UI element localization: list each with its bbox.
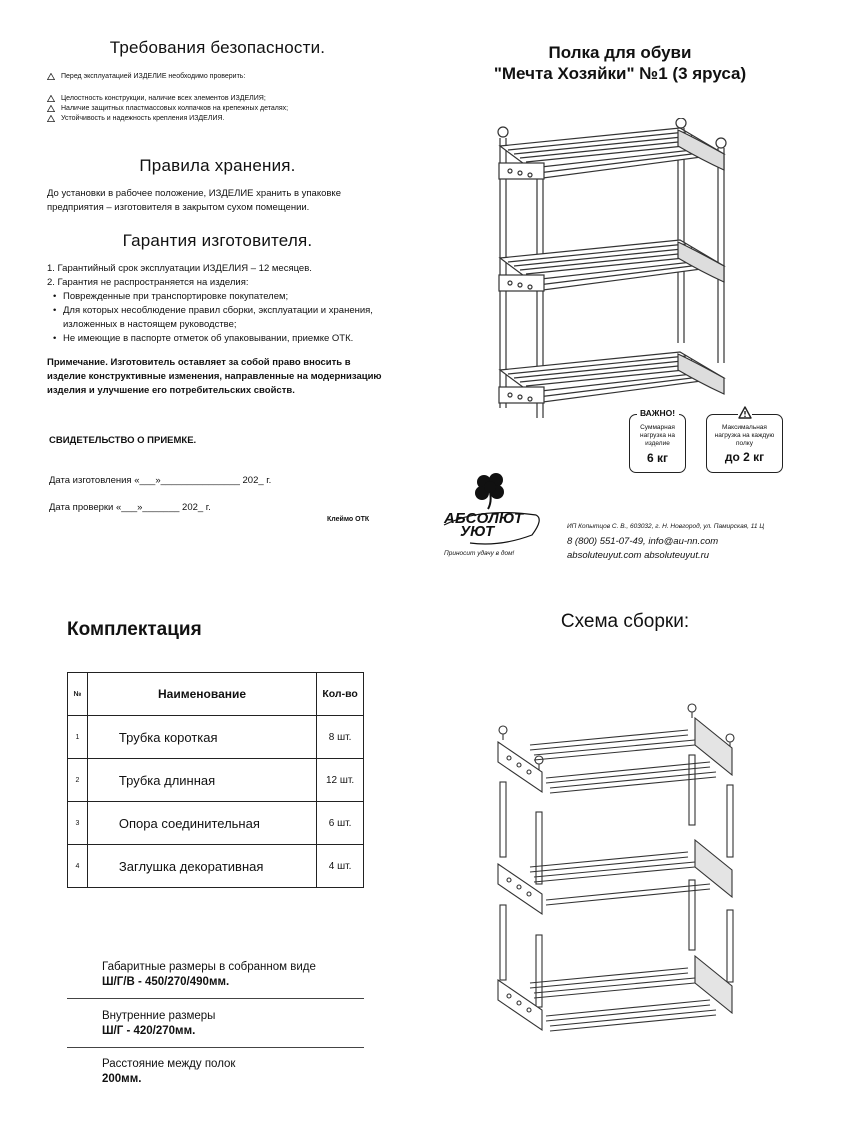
safety-item <box>47 104 377 114</box>
warranty-bullet: • Поврежденные при транспортировке покупателем; <box>53 290 382 304</box>
shelf-spacing <box>102 1057 235 1087</box>
product-title-line1: Полка для обуви <box>548 43 692 62</box>
max-load-box <box>706 414 783 473</box>
logo-swoosh-icon <box>440 505 545 545</box>
inner-dimensions-label: Внутренние размеры <box>102 1010 216 1022</box>
table-row <box>68 802 364 845</box>
clover-logo-icon <box>470 470 512 510</box>
manufacture-date: Дата изготовления «___»_______________ 202_ г. <box>49 475 272 486</box>
brand-address: ИП Копытцов С. В., 603032, г. Н. Новгород, ул. Памирская, 11 Ц <box>567 523 765 530</box>
kit-header-number: № <box>68 673 88 716</box>
table-row <box>68 759 364 802</box>
safety-intro-row <box>47 72 377 82</box>
warranty-bullet: • Для которых несоблюдение правил сборки, эксплуатации и хранения, изложенных в настоящем руководстве; <box>53 304 382 332</box>
overall-dimensions-value: Ш/Г/В - 450/270/490мм. <box>102 976 230 988</box>
safety-block <box>47 72 377 124</box>
kit-row-name: Заглушка декоративная <box>87 845 316 888</box>
safety-intro: Перед эксплуатацией ИЗДЕЛИЕ необходимо проверить: <box>61 73 246 80</box>
brand-slogan: Приносит удачу в дом! <box>444 550 515 557</box>
warranty-bullet: • Не имеющие в паспорте отметок об упаковывании, приемке ОТК. <box>53 332 382 346</box>
kit-row-number: 3 <box>68 802 88 845</box>
kit-table <box>67 672 364 888</box>
inner-dimensions-value: Ш/Г - 420/270мм. <box>102 1025 196 1037</box>
warning-triangle-icon <box>47 95 55 102</box>
kit-row-qty: 4 шт. <box>317 845 364 888</box>
certificate-title: СВИДЕТЕЛЬСТВО О ПРИЕМКЕ. <box>49 435 197 446</box>
safety-item-text: Устойчивость и надежность крепления ИЗДЕЛИЯ. <box>61 115 225 122</box>
warning-triangle-icon <box>738 406 752 419</box>
warning-triangle-icon <box>47 115 55 122</box>
total-load-text: Суммарная нагрузка на изделие <box>640 424 675 447</box>
kit-row-qty: 6 шт. <box>317 802 364 845</box>
warranty-note: Примечание. Изготовитель оставляет за собой право вносить в изделие конструктивные изменения, направленные на модернизацию изделия и улучшение его потребительских свойств. <box>47 357 382 396</box>
table-row <box>68 845 364 888</box>
storage-text: До установки в рабочее положение, ИЗДЕЛИЕ хранить в упаковке предприятия – изготовителя в закрытом сухом помещении. <box>47 188 341 213</box>
assembled-shelf-illustration <box>490 118 735 418</box>
important-label: ВАЖНО! <box>637 408 679 418</box>
max-load-value: до 2 кг <box>724 450 765 464</box>
kit-row-name: Трубка короткая <box>87 716 316 759</box>
warning-triangle-icon <box>47 73 55 80</box>
total-load-value: 6 кг <box>646 451 668 465</box>
shelf-spacing-value: 200мм. <box>102 1073 142 1085</box>
total-load-box <box>629 408 686 473</box>
kit-title: Комплектация <box>67 619 202 640</box>
brand-name-line2: УЮТ <box>460 523 495 540</box>
safety-item <box>47 114 377 124</box>
kit-row-number: 1 <box>68 716 88 759</box>
kit-table-header <box>68 673 364 716</box>
check-date: Дата проверки «___»_______ 202_ г. <box>49 502 211 513</box>
product-title <box>440 42 800 84</box>
kit-header-name: Наименование <box>87 673 316 716</box>
kit-row-qty: 12 шт. <box>317 759 364 802</box>
shelf-spacing-label: Расстояние между полок <box>102 1058 236 1070</box>
kit-row-number: 2 <box>68 759 88 802</box>
safety-item-text: Целостность конструкции, наличие всех элементов ИЗДЕЛИЯ; <box>61 95 266 102</box>
warranty-title: Гарантия изготовителя. <box>122 231 313 250</box>
otk-stamp-label: Клеймо ОТК <box>327 516 370 523</box>
warranty-bullets <box>53 290 382 346</box>
kit-header-qty: Кол-во <box>317 673 364 716</box>
kit-row-name: Трубка длинная <box>87 759 316 802</box>
brand-sites: absoluteuyut.com absoluteuyut.ru <box>567 550 710 561</box>
divider <box>67 998 364 999</box>
kit-row-name: Опора соединительная <box>87 802 316 845</box>
overall-dimensions <box>102 960 316 990</box>
brand-contacts: 8 (800) 551-07-49, info@au-nn.com <box>567 536 719 547</box>
assembly-title: Схема сборки: <box>560 611 690 632</box>
brand-name-line1: АБСОЛЮТ <box>444 510 524 527</box>
inner-dimensions <box>102 1009 215 1039</box>
assembly-diagram-illustration <box>490 700 740 1110</box>
safety-item-text: Наличие защитных пластмассовых колпачков на крепежных деталях; <box>61 105 289 112</box>
safety-item <box>47 94 377 104</box>
warranty-item-2: 2. Гарантия не распространяется на изделия: <box>47 277 249 288</box>
warranty-block <box>47 262 382 346</box>
kit-row-qty: 8 шт. <box>317 716 364 759</box>
storage-title: Правила хранения. <box>139 156 296 175</box>
safety-title: Требования безопасности. <box>109 38 326 57</box>
max-load-text: Максимальная нагрузка на каждую полку <box>714 424 775 447</box>
kit-row-number: 4 <box>68 845 88 888</box>
product-title-line2: "Мечта Хозяйки" №1 (3 яруса) <box>493 64 747 83</box>
divider <box>67 1047 364 1048</box>
overall-dimensions-label: Габаритные размеры в собранном виде <box>102 961 316 973</box>
table-row <box>68 716 364 759</box>
warning-triangle-icon <box>47 105 55 112</box>
warranty-item-1: 1. Гарантийный срок эксплуатации ИЗДЕЛИЯ – 12 месяцев. <box>47 263 312 274</box>
